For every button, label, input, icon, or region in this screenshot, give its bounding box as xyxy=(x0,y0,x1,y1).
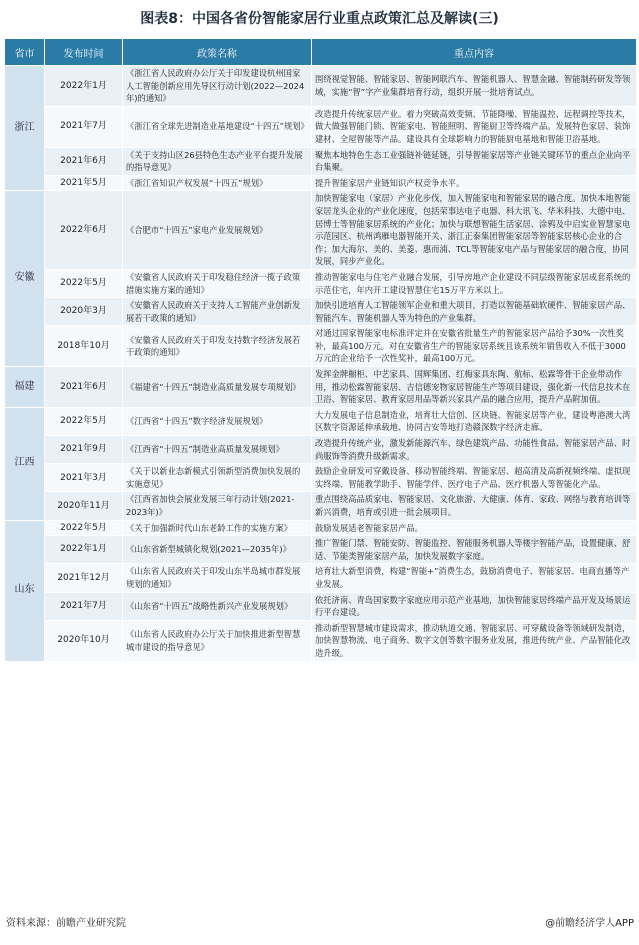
table-row xyxy=(5,592,637,620)
content-cell: 推动新型智慧城市建设需求，推动轨道交通、智能家居、可穿戴设备等领域研发制造，加快智慧物流、电子商务、数字文创等数字服务业发展，推进传统产业、产品智能化改造升级。 xyxy=(312,620,637,661)
date-cell: 2021年12月 xyxy=(45,564,123,592)
policy-name-cell: 《浙江省人民政府办公厅关于印发建设杭州国家人工智能创新应用先导区行动计划(2022—2024年)的通知》 xyxy=(123,66,312,107)
date-cell: 2021年5月 xyxy=(45,175,123,191)
policy-name-cell: 《江西省加快会展业发展三年行动计划(2021-2023年)》 xyxy=(123,492,312,520)
policy-table xyxy=(4,38,637,662)
policy-name-cell: 《浙江省知识产权发展“十四五”规划》 xyxy=(123,175,312,191)
policy-name-cell: 《山东省人民政府关于印发山东半岛城市群发展规划的通知》 xyxy=(123,564,312,592)
date-cell: 2020年3月 xyxy=(45,298,123,326)
table-row xyxy=(5,564,637,592)
policy-name-cell: 《福建省“十四五”制造业高质量发展专项规划》 xyxy=(123,367,312,408)
policy-name-cell: 《山东省人民政府办公厅关于加快推进新型智慧城市建设的指导意见》 xyxy=(123,620,312,661)
policy-name-cell: 《关于加强新时代山东老龄工作的实施方案》 xyxy=(123,520,312,536)
content-cell: 大力发展电子信息制造业，培育壮大信创、区块链、智能家居等产业，建设粤港澳大湾区数字资源延伸承载地、协同吉安等地打造赣深数字经济走廊。 xyxy=(312,407,637,435)
policy-name-cell: 《山东省“十四五”战略性新兴产业发展规划》 xyxy=(123,592,312,620)
content-cell: 依托济南、青岛国家数字家庭应用示范产业基地，加快智能家居终端产品开发及场景运行平台建设。 xyxy=(312,592,637,620)
column-header-key-content: 重点内容 xyxy=(312,39,637,66)
column-header-date: 发布时间 xyxy=(45,39,123,66)
date-cell: 2018年10月 xyxy=(45,326,123,367)
province-cell: 江西 xyxy=(5,407,45,520)
table-row xyxy=(5,520,637,536)
date-cell: 2022年6月 xyxy=(45,191,123,270)
content-cell: 推广智能门禁、智能安防、智能监控、智能服务机器人等楼宇智能产品，设置健康、舒适、节能类智能家居产品，加快发展数字家庭。 xyxy=(312,536,637,564)
policy-name-cell: 《关于支持山区26县特色生态产业平台提升发展的指导意见》 xyxy=(123,147,312,175)
table-row xyxy=(5,407,637,435)
date-cell: 2021年6月 xyxy=(45,147,123,175)
column-header-policy-name: 政策名称 xyxy=(123,39,312,66)
table-row xyxy=(5,326,637,367)
policy-name-cell: 《江西省“十四五”制造业高质量发展规划》 xyxy=(123,436,312,464)
table-row xyxy=(5,175,637,191)
table-row xyxy=(5,464,637,492)
content-cell: 改造提升传统家居产业。着力突破高效变频、节能降噪、智能温控、远程调控等技术，做大做强智能门锁、智能家电、智能照明、智能厨卫等终端产品。发展特色家居、装饰建材、全屋智能等产品。建设具有全球影响力的智能厨电基地和智能卫浴基地。 xyxy=(312,106,637,147)
content-cell: 推动智能家电与住宅产业融合发展，引导房地产企业建设不同层级智能家居成套系统的示范住宅，年内开工建设智慧住宅15万平方米以上。 xyxy=(312,269,637,297)
table-row xyxy=(5,536,637,564)
table-row xyxy=(5,620,637,661)
policy-name-cell: 《浙江省全球先进制造业基地建设“十四五”规划》 xyxy=(123,106,312,147)
brand-credit: @前瞻经济学人APP xyxy=(545,918,634,929)
policy-name-cell: 《山东省新型城镇化规划(2021—2035年)》 xyxy=(123,536,312,564)
content-cell: 鼓励发展适老智能家居产品。 xyxy=(312,520,637,536)
policy-name-cell: 《关于以新业态新模式引领新型消费加快发展的实施意见》 xyxy=(123,464,312,492)
content-cell: 加快引进培育人工智能领军企业和重大项目，打造以智能基础软硬件、智能家居产品、智能汽车、智能机器人等为特色的产业集群。 xyxy=(312,298,637,326)
date-cell: 2020年11月 xyxy=(45,492,123,520)
date-cell: 2022年5月 xyxy=(45,520,123,536)
content-cell: 对通过国家智能家电标准评定并在安徽省批量生产的智能家居产品给予30%一次性奖补，最高100万元。对在安徽省生产的智能家居系统且该系统年销售收入不低于3000万元的企业给予一次性奖补，最高100万元。 xyxy=(312,326,637,367)
date-cell: 2022年1月 xyxy=(45,66,123,107)
province-cell: 山东 xyxy=(5,520,45,661)
table-row xyxy=(5,106,637,147)
date-cell: 2022年5月 xyxy=(45,269,123,297)
date-cell: 2020年10月 xyxy=(45,620,123,661)
content-cell: 围绕视觉智能、智能家居、智能网联汽车、智能机器人、智慧金融、智能制药研发等领域，实施“智”字产业集群培育行动，组织开展一批培育试点。 xyxy=(312,66,637,107)
table-row xyxy=(5,492,637,520)
content-cell: 鼓励企业研发可穿戴设备、移动智能终端、智能家居、超高清及高新视频终端、虚拟现实终端、智能教学助手、智能学伴、医疗电子产品、医疗机器人等智能化产品。 xyxy=(312,464,637,492)
province-cell: 安徽 xyxy=(5,191,45,367)
policy-name-cell: 《安徽省人民政府关于印发稳住经济一揽子政策措施实施方案的通知》 xyxy=(123,269,312,297)
page-title: 图表8：中国各省份智能家居行业重点政策汇总及解读(三) xyxy=(140,11,499,27)
date-cell: 2021年6月 xyxy=(45,367,123,408)
footer xyxy=(6,914,634,929)
date-cell: 2022年1月 xyxy=(45,536,123,564)
policy-name-cell: 《合肥市“十四五”家电产业发展规划》 xyxy=(123,191,312,270)
province-cell: 福建 xyxy=(5,367,45,408)
date-cell: 2021年9月 xyxy=(45,436,123,464)
date-cell: 2021年7月 xyxy=(45,106,123,147)
policy-name-cell: 《江西省“十四五”数字经济发展规划》 xyxy=(123,407,312,435)
content-cell: 发挥金牌橱柜、中艺家具、国辉集团、红梅家具东陶、航标、松霖等骨干企业带动作用，推动松霖智能家居、吉信德宠物家居智能生产等项目建设，强化新一代信息技术在卫浴、智能家居、教育家居用品等新兴家具产品的融合应用，提升产品附加值。 xyxy=(312,367,637,408)
table-row xyxy=(5,66,637,107)
table-row xyxy=(5,436,637,464)
table-row xyxy=(5,147,637,175)
province-cell: 浙江 xyxy=(5,66,45,191)
content-cell: 提升智能家居产业链知识产权竞争水平。 xyxy=(312,175,637,191)
table-row xyxy=(5,269,637,297)
table-row xyxy=(5,367,637,408)
table-row xyxy=(5,298,637,326)
content-cell: 重点围绕高品质家电、智能家居、文化旅游、大健康、体育、家政、网络与教育培训等新兴消费，培育或引进一批会展项目。 xyxy=(312,492,637,520)
table-header-row xyxy=(5,39,637,66)
date-cell: 2021年3月 xyxy=(45,464,123,492)
content-cell: 改造提升传统产业，激发新能源汽车、绿色建筑产品、功能性食品、智能家居产品、时尚服饰等消费升级新需求。 xyxy=(312,436,637,464)
table-row xyxy=(5,191,637,270)
source-note: 资料来源：前瞻产业研究院 xyxy=(6,918,126,929)
policy-name-cell: 《安徽省人民政府关于支持人工智能产业创新发展若干政策的通知》 xyxy=(123,298,312,326)
content-cell: 聚焦本地特色生态工业强链补链延链，引导智能家居等产业链关键环节的重点企业向平台集聚。 xyxy=(312,147,637,175)
column-header-province: 省市 xyxy=(5,39,45,66)
content-cell: 培育壮大新型消费，构建“智能+”消费生态，鼓励消费电子、智能家居、电商直播等产业发展。 xyxy=(312,564,637,592)
date-cell: 2022年5月 xyxy=(45,407,123,435)
date-cell: 2021年7月 xyxy=(45,592,123,620)
policy-name-cell: 《安徽省人民政府关于印发支持数字经济发展若干政策的通知》 xyxy=(123,326,312,367)
content-cell: 加快智能家电（家居）产业化步伐，加入智能家电和智能家居的融合度。加快本地智能家居龙头企业的产业化速度，包括荣事达电子电器、科大讯飞、华米科技、大德中电、居博士等智能家居系统的产业化；加快与联想智能生活家居、涂鸦及中启实业智慧家电示范园区、杭州鸿雁电器智能开关、浙江正泰集团智能家居等智能家居核心企业的合作；加大海尔、美的、美菱、惠而浦、TCL等智能家电产品与智能家居的融合度，协同发展，同步产业化。 xyxy=(312,191,637,270)
